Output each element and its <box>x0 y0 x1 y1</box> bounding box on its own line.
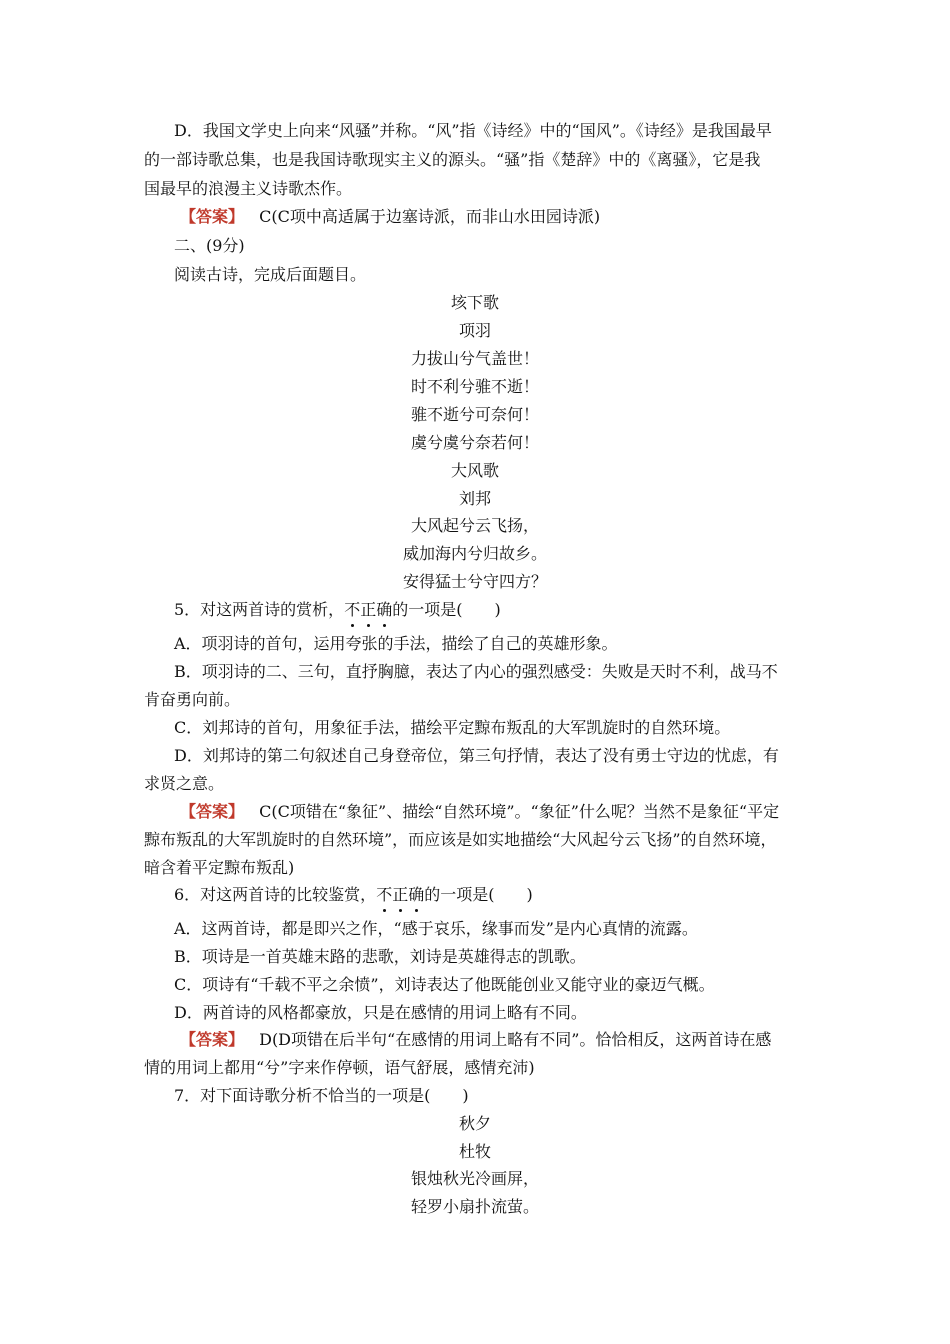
answer-6-text-line2: 情的用词上都用“兮”字来作停顿，语气舒展，感情充沛) <box>144 1058 535 1077</box>
answer-label: 【答案】 <box>180 802 245 821</box>
poem1-line: 骓不逝兮可奈何！ <box>410 405 539 424</box>
q6-option-c: C．项诗有“千载不平之余愤”，刘诗表达了他既能创业又能守业的豪迈气概。 <box>174 975 715 994</box>
q7-stem: 7．对下面诗歌分析不恰当的一项是( ) <box>174 1086 469 1105</box>
poem3-line: 银烛秋光冷画屏， <box>410 1169 539 1188</box>
emphasis-char: 不 <box>344 600 361 619</box>
answer-5-text-line2: 黥布叛乱的大军凯旋时的自然环境”，而应该是如实地描绘“大风起兮云飞扬”的自然环境， <box>144 830 777 849</box>
emphasis-char: 正 <box>360 600 377 619</box>
answer-5 <box>180 801 779 823</box>
poem1-title: 垓下歌 <box>450 293 499 312</box>
section-two-heading: 二、(9分) <box>174 236 245 255</box>
poem3-author: 杜牧 <box>458 1142 491 1161</box>
q4-option-d-line2: 的一部诗歌总集，也是我国诗歌现实主义的源头。“骚”指《楚辞》中的《离骚》，它是我 <box>144 150 761 169</box>
q5-option-b-line2: 肯奋勇向前。 <box>144 690 241 709</box>
poem2-title: 大风歌 <box>450 461 499 480</box>
emphasis-char: 确 <box>376 600 393 619</box>
q6-option-a: A．这两首诗，都是即兴之作，“感于哀乐，缘事而发”是内心真情的流露。 <box>174 919 698 938</box>
poem1-line: 力拔山兮气盖世！ <box>410 349 539 368</box>
poem3-title: 秋夕 <box>458 1114 491 1133</box>
q5-option-d-line1: D．刘邦诗的第二句叙述自己身登帝位，第三句抒情，表达了没有勇士守边的忧虑，有 <box>174 746 779 765</box>
q4-option-d-line1: D．我国文学史上向来“风骚”并称。“风”指《诗经》中的“国风”。《诗经》是我国最早 <box>174 121 772 140</box>
q5-option-c: C．刘邦诗的首句，用象征手法，描绘平定黥布叛乱的大军凯旋时的自然环境。 <box>174 718 731 737</box>
q5-stem-pre: 5．对这两首诗的赏析， <box>174 600 345 619</box>
poem1-line: 虞兮虞兮奈若何！ <box>410 433 539 452</box>
answer-label: 【答案】 <box>180 1030 245 1049</box>
reading-instruction: 阅读古诗，完成后面题目。 <box>174 265 367 284</box>
q5-option-a: A．项羽诗的首句，运用夸张的手法，描绘了自己的英雄形象。 <box>174 634 618 653</box>
poem1-author: 项羽 <box>458 321 491 340</box>
emphasis-char: 确 <box>408 885 425 904</box>
poem1-line: 时不利兮骓不逝！ <box>410 377 539 396</box>
poem2-author: 刘邦 <box>458 489 491 508</box>
q5-option-b-line1: B．项羽诗的二、三句，直抒胸臆，表达了内心的强烈感受：失败是天时不利，战马不 <box>174 662 778 681</box>
q5-stem <box>174 599 501 621</box>
answer-label: 【答案】 <box>180 207 245 226</box>
answer-6 <box>180 1029 771 1051</box>
answer-4 <box>180 206 600 228</box>
q6-stem <box>174 884 533 906</box>
answer-4-text: C(C项中高适属于边塞诗派，而非山水田园诗派) <box>259 207 601 226</box>
q6-stem-pre: 6．对这两首诗的比较鉴赏， <box>174 885 377 904</box>
q5-stem-post: 的一项是( ) <box>392 600 501 619</box>
answer-6-text-line1: D(D项错在后半句“在感情的用词上略有不同”。恰恰相反，这两首诗在感 <box>259 1030 772 1049</box>
emphasis-char: 不 <box>376 885 393 904</box>
q4-option-d-line3: 国最早的浪漫主义诗歌杰作。 <box>144 179 353 198</box>
poem3-line: 轻罗小扇扑流萤。 <box>410 1197 539 1216</box>
q5-option-d-line2: 求贤之意。 <box>144 774 225 793</box>
q6-option-b: B．项诗是一首英雄末路的悲歌，刘诗是英雄得志的凯歌。 <box>174 947 586 966</box>
answer-5-text-line1: C(C项错在“象征”、描绘“自然环境”。“象征”什么呢？当然不是象征“平定 <box>259 802 780 821</box>
poem2-line: 安得猛士兮守四方？ <box>402 572 547 591</box>
answer-5-text-line3: 暗含着平定黥布叛乱) <box>144 858 295 877</box>
poem2-line: 大风起兮云飞扬， <box>410 516 539 535</box>
q6-stem-post: 的一项是( ) <box>424 885 533 904</box>
poem2-line: 威加海内兮归故乡。 <box>402 544 547 563</box>
q6-option-d: D．两首诗的风格都豪放，只是在感情的用词上略有不同。 <box>174 1003 587 1022</box>
emphasis-char: 正 <box>392 885 409 904</box>
